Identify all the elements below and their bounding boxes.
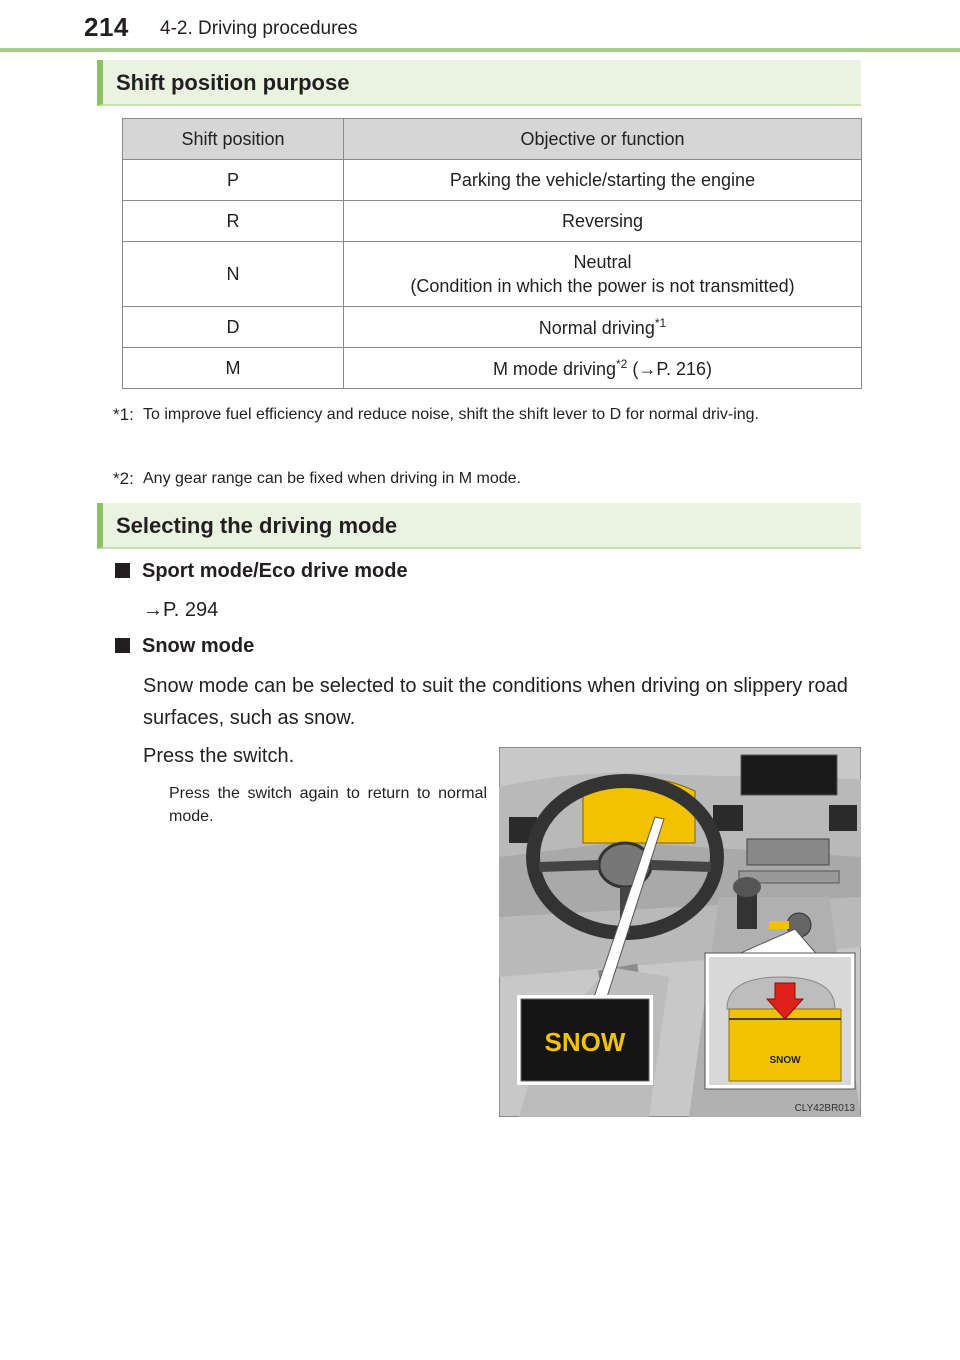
footnote-mark: *1: [113,405,134,424]
cell-text: M mode driving [492,358,616,379]
column-header: Objective or function [344,119,862,160]
cell-position: N [123,242,344,307]
cell-position: D [123,307,344,348]
footnote-mark: *2: [113,469,134,488]
square-bullet-icon [115,638,130,653]
table-row [123,307,862,348]
square-bullet-icon [115,563,130,578]
page-number: 214 [84,12,129,42]
snow-mode-description: Snow mode can be selected to suit the conditions when driving on slippery road surfaces, such as snow. [143,675,848,729]
subheading-snow-mode [115,635,254,658]
cell-position: R [123,201,344,242]
cell-text: Normal driving [538,317,655,338]
table-row [123,160,862,201]
section-heading-text: Shift position purpose [116,70,350,95]
footnote-text: Any gear range can be fixed when driving in M mode. [143,470,521,487]
table-header-row [123,119,862,160]
cell-function: Parking the vehicle/starting the engine [344,160,862,201]
table-row [123,201,862,242]
snow-switch-label: SNOW [769,1055,801,1066]
snow-mode-note: Press the switch again to return to normal mode. [169,785,487,825]
cell-function [344,307,862,348]
page-reference-link[interactable]: (→P. 216) [632,358,713,379]
figure-code: CLY42BR013 [794,1103,855,1114]
cell-text: (Condition in which the power is not transmitted) [410,276,795,296]
cell-function: Reversing [344,201,862,242]
footnote-text: To improve fuel efficiency and reduce noise, shift the shift lever to D for normal driv-ing. [143,406,759,423]
cell-text: Neutral [573,252,632,272]
footnote-ref: *1 [654,315,667,330]
sport-mode-page-ref[interactable]: →P. 294 [143,599,219,621]
column-header: Shift position [123,119,344,160]
footnote-ref: *2 [615,356,628,371]
section-heading-text: Selecting the driving mode [116,513,398,538]
cell-position: M [123,348,344,389]
snow-mode-instruction: Press the switch. [143,745,295,767]
subheading-text: Sport mode/Eco drive mode [142,560,408,582]
shift-position-table [122,118,862,389]
section-heading-driving-mode [97,503,861,549]
footnote-1 [113,402,759,429]
table-row [123,348,862,389]
cell-position: P [123,160,344,201]
cell-function [344,242,862,307]
table-row [123,242,862,307]
section-heading-shift-position [97,60,861,106]
snow-display-text: SNOW [544,1027,626,1057]
snow-mode-switch-illustration [499,747,861,1117]
section-title: 4-2. Driving procedures [160,18,358,39]
subheading-text: Snow mode [142,635,255,657]
subheading-sport-mode [115,560,408,583]
footnote-2 [113,466,521,493]
header-divider [0,48,960,52]
cell-function [344,348,862,389]
